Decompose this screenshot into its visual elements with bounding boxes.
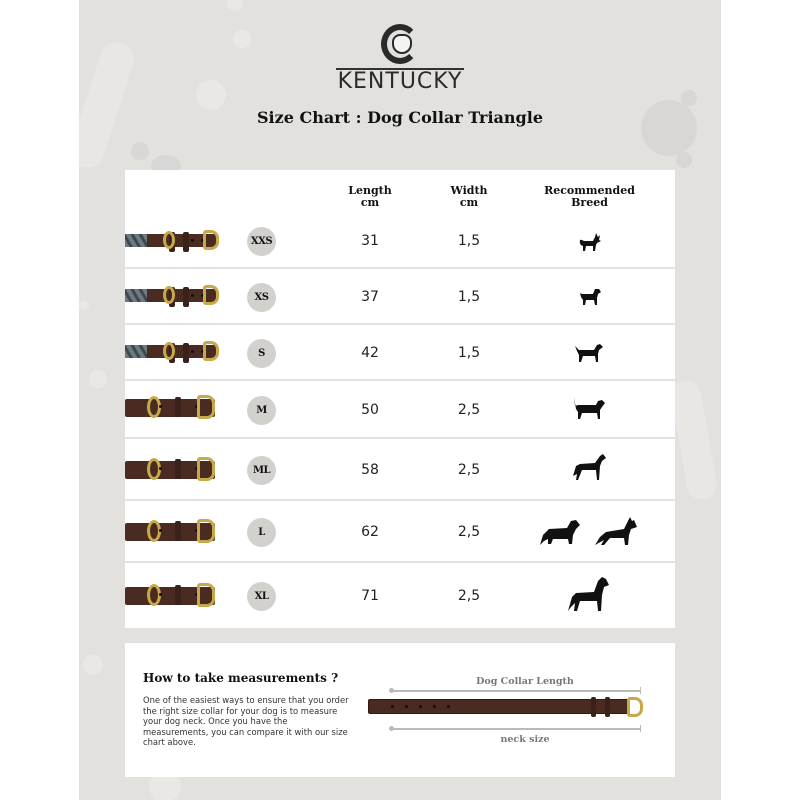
header-width-unit: cm <box>459 196 479 209</box>
table-row <box>125 267 675 323</box>
dog-head-c-logo-icon <box>377 24 423 68</box>
collar-triangle-image <box>125 234 217 247</box>
bubble-decoration <box>227 0 243 11</box>
collar-length-label: Dog Collar Length <box>476 676 574 687</box>
header-length-label: Length <box>348 184 392 197</box>
collar-triangle-image <box>125 345 217 358</box>
table-row <box>125 561 675 628</box>
paw-decoration <box>676 152 692 168</box>
brand-name: KENTUCKY <box>337 68 463 94</box>
size-badge: S <box>247 339 276 368</box>
table-row <box>125 499 675 561</box>
length-value: 58 <box>361 462 379 478</box>
bone-decoration <box>669 378 719 501</box>
table-row <box>125 214 675 269</box>
length-value: 71 <box>361 588 379 604</box>
size-badge: XS <box>247 283 276 312</box>
header-breed-sub: Breed <box>571 196 608 209</box>
size-badge: ML <box>247 456 276 485</box>
measurement-instructions <box>125 643 675 777</box>
paw-decoration <box>131 142 149 160</box>
length-value: 31 <box>361 233 379 249</box>
collar-leather-image <box>125 399 215 417</box>
collar-triangle-image <box>125 289 217 302</box>
neck-size-line <box>391 728 641 730</box>
measurement-body: One of the easiest ways to ensure that you order the right size collar for your dog is to measure your dog neck. Once you have the measurements, you can compare it with our size chart above. <box>143 695 349 747</box>
table-row <box>125 379 675 437</box>
size-chart-table <box>125 170 675 628</box>
brand-logo <box>79 24 721 94</box>
length-value: 42 <box>361 345 379 361</box>
jack-russell-icon <box>574 340 604 364</box>
collar-length-line <box>391 690 641 692</box>
bubble-decoration <box>89 370 107 388</box>
length-value: 62 <box>361 524 379 540</box>
size-badge: XXS <box>247 227 276 256</box>
header-breed-label: Recommended <box>544 184 635 197</box>
length-value: 50 <box>361 402 379 418</box>
beagle-icon <box>572 395 606 421</box>
size-badge: L <box>247 518 276 547</box>
retriever-icon <box>539 517 581 547</box>
header-length <box>340 185 400 209</box>
table-row <box>125 437 675 499</box>
measurement-title: How to take measurements ? <box>143 671 339 685</box>
collar-leather-image <box>125 523 215 541</box>
width-value: 2,5 <box>457 588 481 604</box>
header-width-label: Width <box>450 184 488 197</box>
collar-leather-image <box>125 461 215 479</box>
chihuahua-icon <box>578 231 602 253</box>
header-width <box>439 185 499 209</box>
width-value: 2,5 <box>457 402 481 418</box>
length-value: 37 <box>361 289 379 305</box>
bubble-decoration <box>83 655 103 675</box>
size-badge: M <box>247 396 276 425</box>
great-dane-icon <box>566 575 610 613</box>
bubble-decoration <box>79 300 89 310</box>
width-value: 1,5 <box>457 233 481 249</box>
neck-size-label: neck size <box>500 734 550 745</box>
table-row <box>125 323 675 379</box>
shepherd-icon <box>594 515 638 547</box>
header-breed <box>532 185 647 209</box>
paw-decoration <box>661 130 677 146</box>
width-value: 1,5 <box>457 345 481 361</box>
small-terrier-icon <box>578 285 602 307</box>
width-value: 2,5 <box>457 462 481 478</box>
header-length-unit: cm <box>360 196 380 209</box>
width-value: 1,5 <box>457 289 481 305</box>
width-value: 2,5 <box>457 524 481 540</box>
doberman-icon <box>571 452 607 482</box>
collar-leather-image <box>125 587 215 605</box>
size-chart-page <box>79 0 721 800</box>
page-title: Size Chart : Dog Collar Triangle <box>257 108 543 127</box>
collar-diagram-image <box>368 699 630 714</box>
size-badge: XL <box>247 582 276 611</box>
